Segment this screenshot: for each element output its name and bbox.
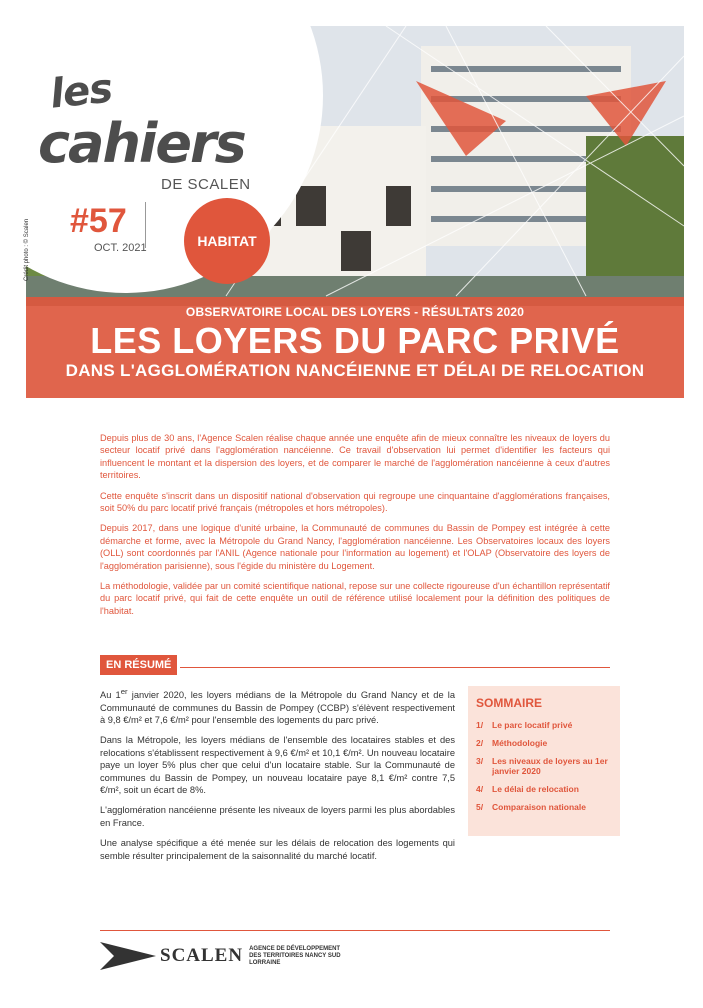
issue-number: #57 <box>70 202 127 240</box>
table-of-contents <box>468 686 620 836</box>
toc-item[interactable] <box>476 784 612 794</box>
banner-kicker: OBSERVATOIRE LOCAL DES LOYERS - RÉSULTATS 2020 <box>185 305 525 319</box>
intro-paragraph: Depuis 2017, dans une logique d'unité urbaine, la Communauté de communes du Bassin de Pompey est intégrée à cette démarche et forme, avec la Métropole du Grand Nancy, l'agglomération nancéienne. Les Observatoires locaux des loyers (OLL) sont coordonnés par l'ANIL (Agence nationale pour l'information au logement) et l'OLAP (Observatoire des loyers de l'agglomération parisienne), sous l'égide du ministère du Logement. <box>100 523 610 571</box>
theme-badge-label: HABITAT <box>197 233 257 249</box>
title-banner <box>26 297 684 398</box>
toc-item[interactable] <box>476 802 612 812</box>
resume-paragraph: Dans la Métropole, les loyers médians de l'ensemble des locataires stables et des relocations s'établissent respectivement à 9,6 €/m² et 10,1 €/m². Un nouveau locataire paye un loyer 5% plus cher que celui d'un locataire stable. Sur la Communauté de communes du Bassin de Pompey, un nouveau locataire paye 8,1 €/m² contre 7,5 €/m², soit un écart de 8%. <box>100 735 455 795</box>
toc-item-number: 4/ <box>476 784 484 794</box>
footer-tagline: AGENCE DE DÉVELOPPEMENT DES TERRITOIRES NANCY SUD LORRAINE <box>249 945 341 966</box>
intro-paragraph: La méthodologie, validée par un comité scientifique national, repose sur une collecte rigoureuse d'un échantillon représentatif du parc locatif privé, qui fait de cette enquête un outil de référence utilisé localement pour la définition des politiques de l'habitat. <box>100 581 610 616</box>
resume-section <box>100 686 455 870</box>
theme-badge <box>184 198 270 284</box>
scalen-logo-icon <box>100 942 156 970</box>
toc-item-number: 5/ <box>476 802 484 812</box>
logo-les: les <box>48 65 115 118</box>
resume-divider <box>180 667 610 668</box>
resume-paragraph: L'agglomération nancéienne présente les niveaux de loyers parmi les plus abordables en France. <box>100 805 455 828</box>
page-title: LES LOYERS DU PARC PRIVÉ <box>90 320 620 361</box>
resume-sup: er <box>120 687 128 696</box>
cover-header <box>26 26 684 398</box>
logo-cahiers: cahiers <box>38 112 245 175</box>
toc-item-number: 2/ <box>476 738 484 748</box>
footer-logo <box>100 942 354 970</box>
footer-divider <box>100 930 610 931</box>
toc-item-number: 3/ <box>476 756 484 766</box>
toc-item-label: Le délai de relocation <box>492 784 579 794</box>
toc-item-number: 1/ <box>476 720 484 730</box>
toc-item-label: Le parc locatif privé <box>492 720 573 730</box>
toc-item[interactable] <box>476 720 612 730</box>
toc-item-label: Comparaison nationale <box>492 802 586 812</box>
page-subtitle: DANS L'AGGLOMÉRATION NANCÉIENNE ET DÉLAI DE RELOCATION <box>65 361 645 380</box>
intro-paragraph: Depuis plus de 30 ans, l'Agence Scalen réalise chaque année une enquête afin de mieux connaître les niveaux de loyers du secteur locatif privé dans l'agglomération nancéienne. Ce travail d'observation lui permet d'identifier les facteurs qui influencent le montant et la dispersion des loyers, et de comparer le marché de l'agglomération nancéienne à ceux d'autres territoires. <box>100 433 610 481</box>
resume-paragraph: Une analyse spécifique a été menée sur les délais de relocation des logements qui semble résulter principalement de la saisonnalité du marché locatif. <box>100 838 455 861</box>
resume-text: janvier 2020, les loyers médians de la Métropole du Grand Nancy et de la Communauté de communes du Bassin de Pompey (CCBP) s'élèvent respectivement à 9,8 €/m² et 7,6 €/m² pour l'ensemble des logements du parc privé. <box>100 690 456 725</box>
resume-text: Au 1 <box>100 690 121 701</box>
footer-brand-name: SCALEN <box>160 945 244 966</box>
logo-subtitle: DE SCALEN <box>161 176 251 193</box>
intro-paragraph: Cette enquête s'inscrit dans un dispositif national d'observation qui regroupe une cinquantaine d'agglomérations françaises, soit 50% du parc locatif privé français (métropoles et hors métropoles). <box>100 490 610 514</box>
toc-item-label: Méthodologie <box>492 738 548 748</box>
issue-date: OCT. 2021 <box>94 242 147 254</box>
photo-credit: Crédit photo : © Scalen <box>24 218 30 281</box>
toc-item[interactable] <box>476 756 612 776</box>
toc-item-label: Les niveaux de loyers au 1er janvier 2020 <box>492 756 608 776</box>
resume-paragraph <box>100 686 455 726</box>
toc-item[interactable] <box>476 738 612 748</box>
toc-title: SOMMAIRE <box>476 696 542 710</box>
intro-section <box>100 432 610 625</box>
resume-heading: EN RÉSUMÉ <box>100 655 177 675</box>
